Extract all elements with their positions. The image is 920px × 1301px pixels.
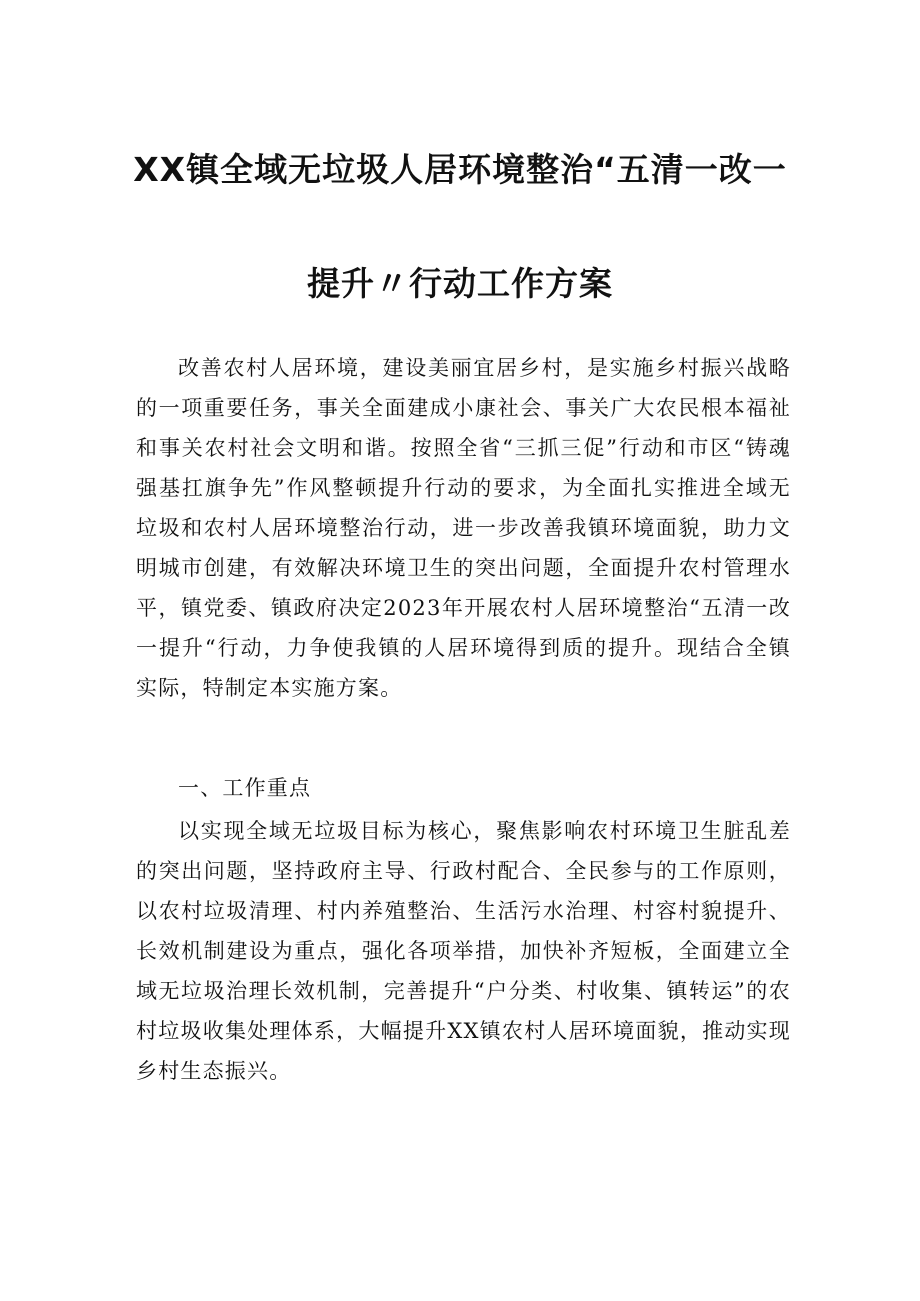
- section-1-paragraph: 以实现全域无垃圾目标为核心，聚焦影响农村环境卫生脏乱差的突出问题，坚持政府主导、行政村配合、全民参与的工作原则，以农村垃圾清理、村内养殖整治、生活污水治理、村容村貌提升、长效机制建设为重点，强化各项举措，加快补齐短板，全面建立全域无垃圾治理长效机制，完善提升“户分类、村收集、镇转运”的农村垃圾收集处理体系，大幅提升XX镇农村人居环境面貌，推动实现乡村生态振兴。: [136, 819, 791, 1083]
- document-title-line-2: 提升〃行动工作方案: [307, 264, 613, 303]
- intro-paragraph: 改善农村人居环境，建设美丽宜居乡村，是实施乡村振兴战略的一项重要任务，事关全面建成小康社会、事关广大农民根本福祉和事关农村社会文明和谐。按照全省“三抓三促”行动和市区“铸魂强基扛旗争先”作风整顿提升行动的要求，为全面扎实推进全域无垃圾和农村人居环境整治行动，进一步改善我镇环境面貌，助力文明城市创建，有效解决环境卫生的突出问题，全面提升农村管理水平，镇党委、镇政府决定2023年开展农村人居环境整治“五清一改一提升“行动，力争使我镇的人居环境得到质的提升。现结合全镇实际，特制定本实施方案。: [136, 356, 791, 700]
- section-1-body: [136, 811, 791, 1091]
- document-title-line-1: XX镇全域无垃圾人居环境整治“五清一改一: [133, 150, 787, 189]
- intro-section: [136, 348, 791, 708]
- section-1-heading: 一、工作重点: [178, 776, 312, 800]
